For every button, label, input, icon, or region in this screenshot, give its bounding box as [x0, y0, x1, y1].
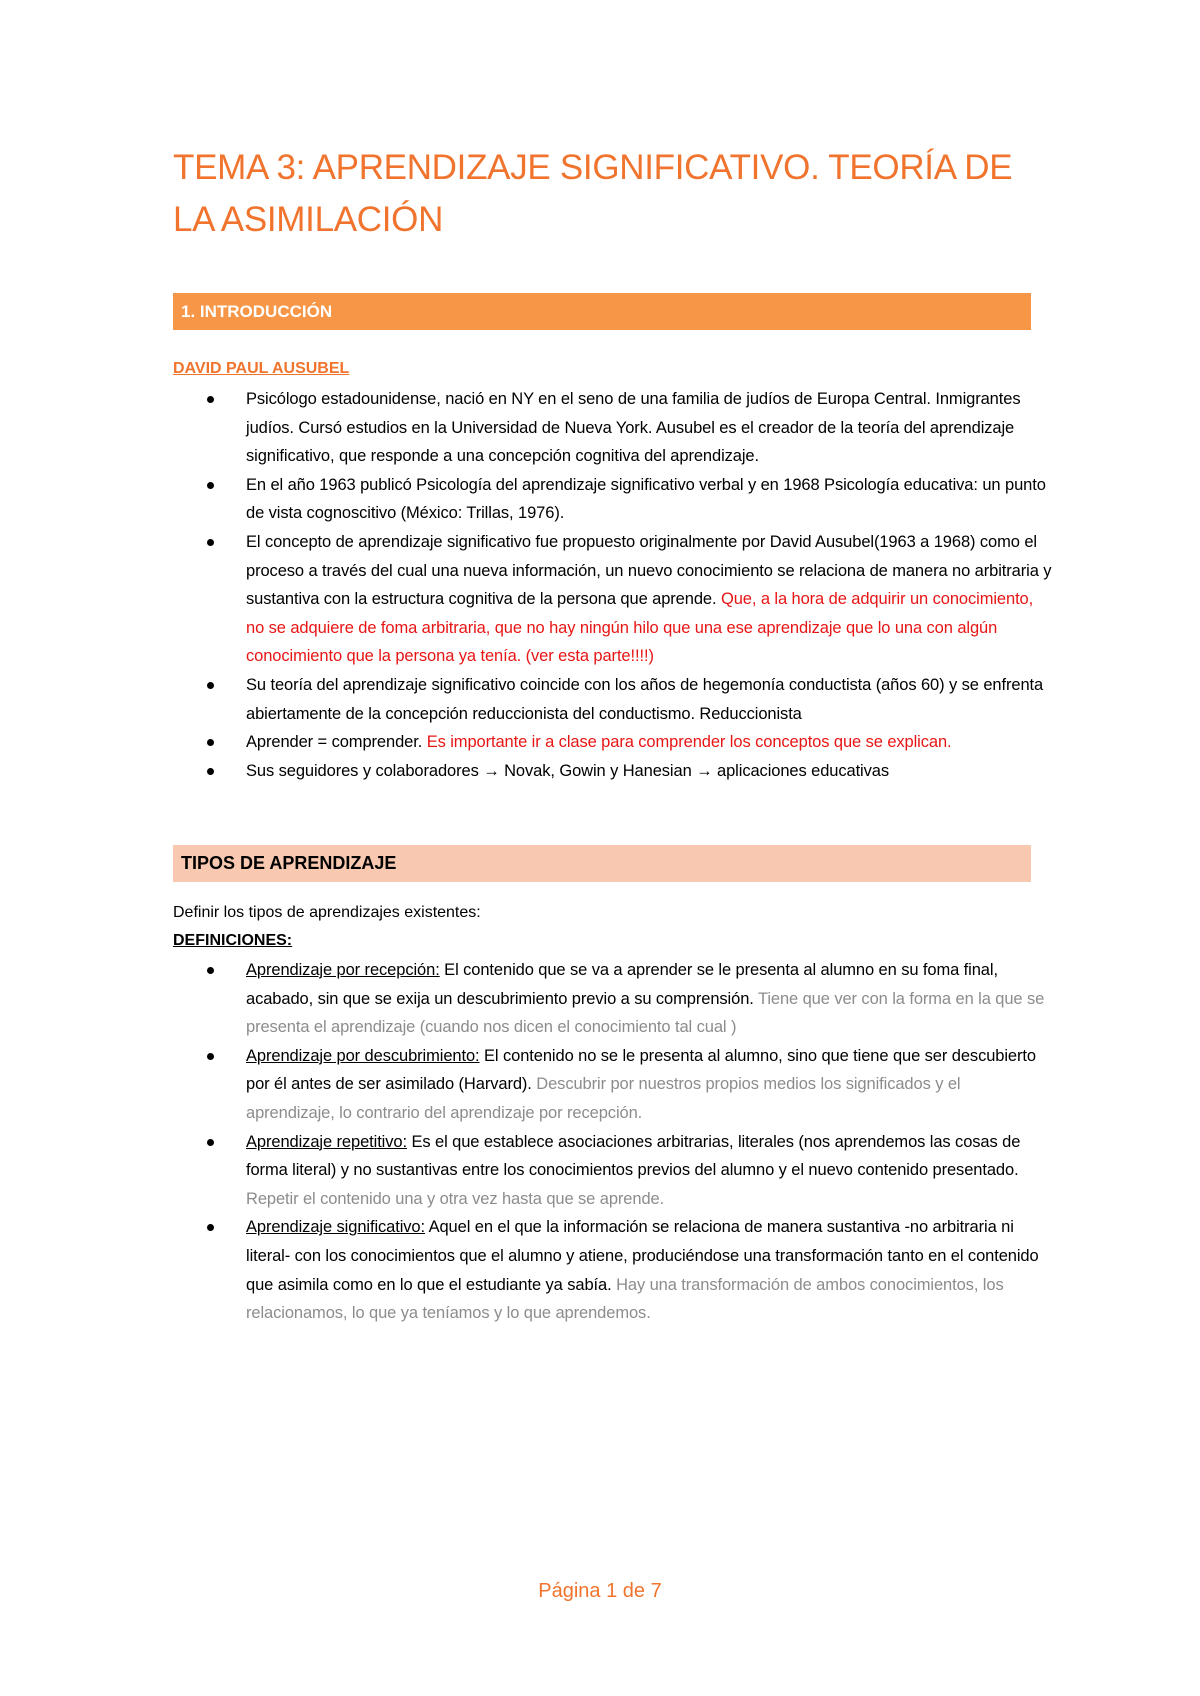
definition-text: Aquel en el que la información se relaciona de manera sustantiva -no arbitraria ni literal- con los conocimientos que el alumno y atiene, produciéndose una transformación tanto en el contenido que asimila como en lo que el estudiante ya sabía. [246, 1218, 1039, 1294]
definitions-label: DEFINICIONES: [173, 932, 293, 949]
bullet-icon [207, 482, 214, 489]
definition-text: El contenido que se va a aprender se le presenta al alumno en su foma final, acabado, sin que se exija un descubrimiento previo a su comprensión. [246, 961, 998, 1008]
definition-term: Aprendizaje por recepción: [246, 961, 440, 979]
list-item [173, 757, 1053, 786]
introduction-bullet-list [173, 385, 1053, 785]
bullet-text: Aprender = comprender. [246, 733, 427, 752]
bullet-text: Su teoría del aprendizaje significativo coincide con los años de hegemonía conductista (años 60) y se enfrenta abiertamente de la concepción reduccionista del conductismo. Reduccionista [246, 675, 1044, 723]
definition-text: Es el que establece asociaciones arbitrarias, literales (nos aprendemos las cosas de forma literal) y no sustantivas entre los conocimientos previos del alumno y el nuevo contenido presentado. [246, 1132, 1021, 1180]
arrow-right-icon: → [483, 761, 500, 780]
list-item [173, 956, 1053, 1042]
bullet-icon [207, 739, 214, 746]
bullet-icon [207, 1053, 214, 1060]
bullet-icon [207, 682, 214, 689]
document-title: TEMA 3: APRENDIZAJE SIGNIFICATIVO. TEORÍA DE LA ASIMILACIÓN [173, 148, 1013, 239]
list-item [173, 471, 1053, 528]
definition-note: Descubrir por nuestros propios medios los significados y el aprendizaje, lo contrario del aprendizaje por recepción. [246, 1075, 961, 1122]
bullet-icon [207, 967, 214, 974]
list-item [173, 671, 1053, 728]
definition-term: Aprendizaje repetitivo: [246, 1132, 407, 1151]
page-label: Página [538, 1580, 607, 1602]
definition-note: Tiene que ver con la forma en la que se presenta el aprendizaje (cuando nos dicen el conocimiento tal cual ) [246, 989, 1045, 1037]
bullet-text: aplicaciones educativas [712, 761, 890, 780]
definitions-list [173, 956, 1053, 1328]
list-item [173, 385, 1053, 471]
list-item [173, 1213, 1053, 1327]
section-heading-tipos: TIPOS DE APRENDIZAJE [173, 845, 1031, 882]
list-item [173, 1128, 1053, 1214]
page-number-total: 7 [650, 1580, 662, 1602]
definition-term: Aprendizaje por descubrimiento: [246, 1046, 480, 1065]
arrow-right-icon: → [696, 761, 713, 780]
bullet-text: Psicólogo estadounidense, nació en NY en el seno de una familia de judíos de Europa Central. Inmigrantes judíos. Cursó estudios en la Universidad de Nueva York. Ausubel es el creador de la teoría del aprendizaje significativo, que responde a una concepción cognitiva del aprendizaje. [246, 390, 1021, 466]
list-item [173, 728, 1053, 757]
author-heading: DAVID PAUL AUSUBEL [173, 360, 350, 377]
highlight-note: Que, a la hora de adquirir un conocimiento, no se adquiere de foma arbitraria, que no hay ningún hilo que una ese aprendizaje que lo una con algún conocimiento que la persona ya tenía. (ver esta parte!!!!) [246, 590, 1034, 666]
bullet-icon [207, 539, 214, 546]
bullet-text: El concepto de aprendizaje significativo fue propuesto originalmente por David Ausubel(1963 a 1968) como el proceso a través del cual una nueva información, un nuevo conocimiento se relaciona de manera no arbitraria y sustantiva con la estructura cognitiva de la persona que aprende. [246, 532, 1052, 609]
bullet-icon [207, 1224, 214, 1231]
definition-note: Hay una transformación de ambos conocimientos, los relacionamos, lo que ya teníamos y lo que aprendemos. [246, 1275, 1004, 1323]
section-heading-introduccion: 1. INTRODUCCIÓN [173, 293, 1031, 330]
definition-term: Aprendizaje significativo: [246, 1218, 425, 1237]
definitions-intro: Definir los tipos de aprendizajes existentes: [173, 904, 481, 921]
bullet-text: Novak, Gowin y Hanesian [499, 761, 697, 780]
bullet-text: En el año 1963 publicó Psicología del aprendizaje significativo verbal y en 1968 Psicología educativa: un punto de vista cognoscitivo (México: Trillas, 1976). [246, 475, 1046, 523]
bullet-icon [207, 1139, 214, 1146]
bullet-text: Sus seguidores y colaboradores [246, 761, 484, 780]
definition-text: El contenido no se le presenta al alumno, sino que tiene que ser descubierto por él antes de ser asimilado (Harvard). [246, 1046, 1036, 1094]
bullet-icon [207, 396, 214, 403]
page-number-current: 1 [606, 1580, 618, 1602]
bullet-icon [207, 768, 214, 775]
page-separator: de [617, 1580, 651, 1602]
list-item [173, 1042, 1053, 1128]
list-item [173, 528, 1053, 671]
highlight-note: Es importante ir a clase para comprender los conceptos que se explican. [426, 733, 952, 752]
page-footer [0, 1580, 1200, 1603]
definition-note: Repetir el contenido una y otra vez hasta que se aprende. [246, 1189, 665, 1208]
